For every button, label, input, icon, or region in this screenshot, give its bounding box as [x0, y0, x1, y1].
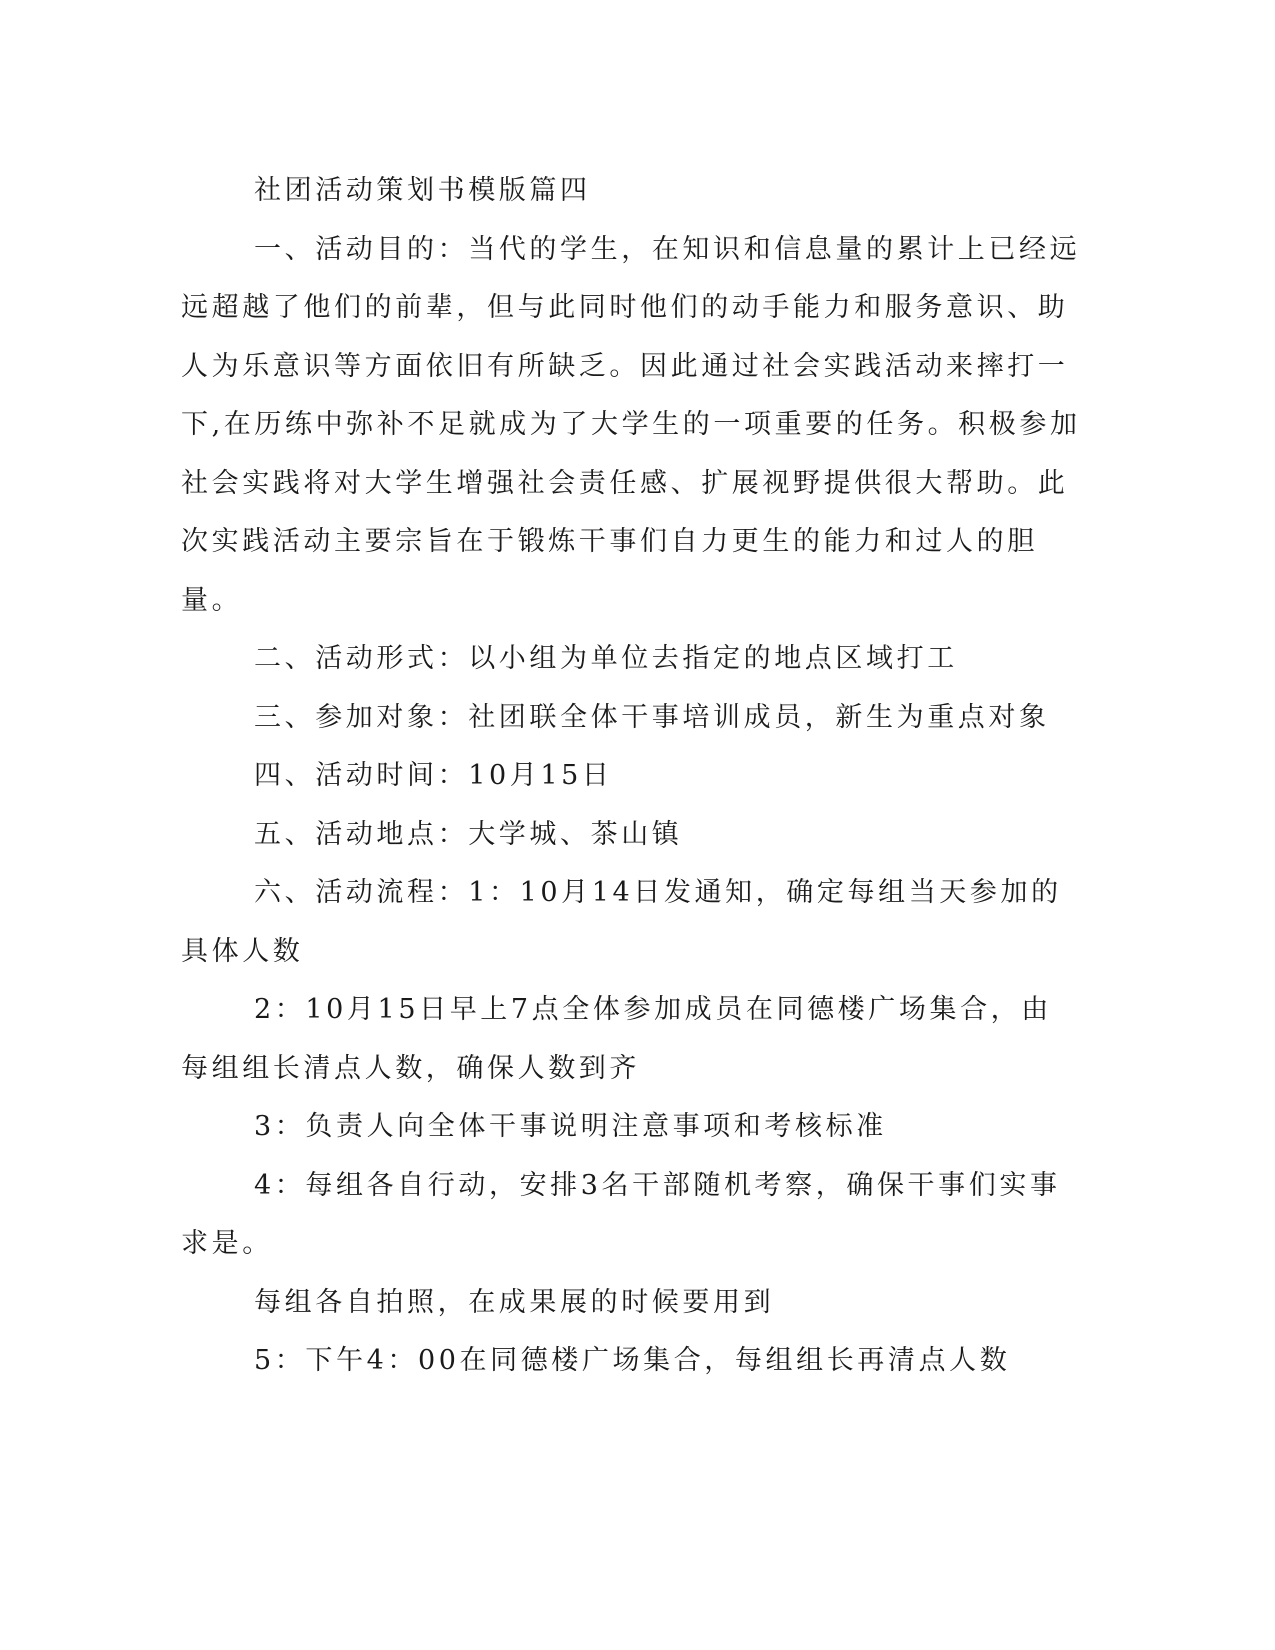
- paragraph-process-step-4: 4：每组各自行动，安排3名干部随机考察，确保干事们实事求是。: [181, 1169, 1061, 1259]
- paragraph-photos: 每组各自拍照，在成果展的时候要用到: [254, 1286, 775, 1318]
- paragraph-participants: 三、参加对象：社团联全体干事培训成员，新生为重点对象: [254, 701, 1050, 733]
- paragraph-purpose: 一、活动目的：当代的学生，在知识和信息量的累计上已经远远超越了他们的前辈，但与此同时他们的动手能力和服务意识、助人为乐意识等方面依旧有所缺乏。因此通过社会实践活动来摔打一下,在历练中弥补不足就成为了大学生的一项重要的任务。积极参加社会实践将对大学生增强社会责任感、扩展视野提供很大帮助。此次实践活动主要宗旨在于锻炼干事们自力更生的能力和过人的胆量。: [181, 233, 1081, 616]
- document-title: 社团活动策划书模版篇四: [254, 175, 591, 206]
- paragraph-format: 二、活动形式：以小组为单位去指定的地点区域打工: [254, 643, 958, 674]
- paragraph-process-step-2: 2：10月15日早上7点全体参加成员在同德楼广场集合，由每组组长清点人数，确保人数到齐: [181, 994, 1052, 1084]
- paragraph-process-step-5: 5：下午4：00在同德楼广场集合，每组组长再清点人数: [254, 1345, 1011, 1376]
- paragraph-process-step-3: 3：负责人向全体干事说明注意事项和考核标准: [254, 1111, 887, 1142]
- paragraph-location: 五、活动地点：大学城、茶山镇: [254, 818, 683, 850]
- paragraph-process-step-1: 六、活动流程：1：10月14日发通知，确定每组当天参加的具体人数: [181, 877, 1062, 967]
- document-body: [181, 162, 1081, 1391]
- paragraph-time: 四、活动时间：10月15日: [254, 760, 613, 791]
